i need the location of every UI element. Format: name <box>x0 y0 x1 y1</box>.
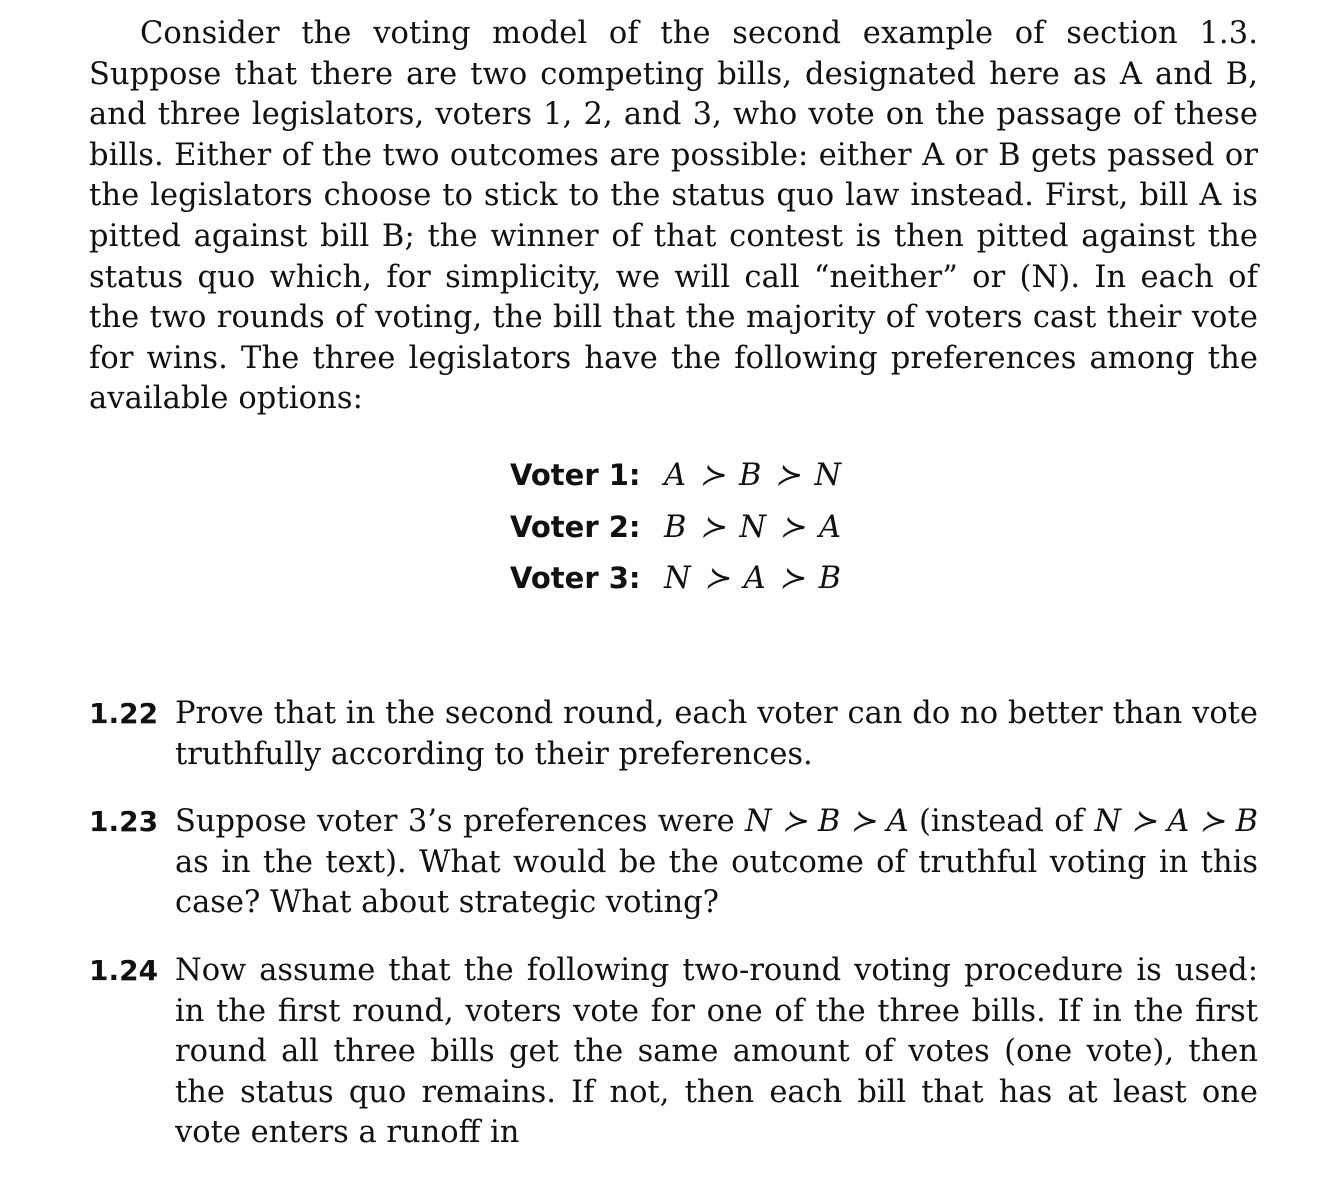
voter-1-label: Voter 1: <box>510 458 641 492</box>
page-content <box>89 14 1258 1151</box>
voter-3-preference <box>510 553 841 605</box>
exercise-text: Now assume that the following two-round voting procedure is used: in the first round, voters vote for one of the three bills. If in the first round all three bills get the same amount of votes (one vote), then the status quo remains. If not, then each bill that has at least one vote enters a runoff in <box>175 952 1258 1151</box>
exercise-number: 1.23 <box>89 805 159 839</box>
voter-1-preference <box>510 450 841 502</box>
exercise-number: 1.22 <box>89 697 159 730</box>
exercise-text: Prove that in the second round, each voter can do no better than vote truthfully according to their preferences. <box>175 696 1258 772</box>
exercise-text-part: (instead of <box>908 804 1095 840</box>
exercise-text <box>175 802 1258 924</box>
voter-2-ranking: B ≻ N ≻ A <box>664 509 842 545</box>
voter-3-label: Voter 3: <box>510 561 641 595</box>
exercise-text-part: as in the text). What would be the outcome of truthful voting in this case? What about strategic voting? <box>175 844 1258 921</box>
voter-1-ranking: A ≻ B ≻ N <box>664 458 842 493</box>
exercise-text-part: Suppose voter 3’s preferences were <box>175 804 745 840</box>
intro-paragraph: Consider the voting model of the second example of section 1.3. Suppose that there are two competing bills, designated here as A and B, and three legislators, voters 1, 2, and 3, who vote on the passage of these bills. Either of the two outcomes are possible: either A or B gets passed or the legislators choose to stick to the status quo law instead. First, bill A is pitted against bill B; the winner of that contest is then pitted against the status quo which, for simplicity, we will call “neither” or (N). In each of the two rounds of voting, the bill that the majority of voters cast their vote for wins. The three legislators have the following preferences among the available options: <box>89 16 1258 417</box>
exercise-number: 1.24 <box>89 953 159 987</box>
exercise-list <box>89 694 1258 1181</box>
math-preference-alt: N ≻ B ≻ A <box>744 804 909 840</box>
exercise-1-24 <box>89 951 1258 1154</box>
voter-2-label: Voter 2: <box>510 509 641 544</box>
math-preference-orig: N ≻ A ≻ B <box>1094 804 1258 840</box>
exercise-1-22 <box>89 694 1258 775</box>
voter-preferences <box>510 450 841 605</box>
voter-2-preference <box>510 502 841 554</box>
exercise-1-23 <box>89 802 1258 924</box>
voter-3-ranking: N ≻ A ≻ B <box>664 561 842 596</box>
